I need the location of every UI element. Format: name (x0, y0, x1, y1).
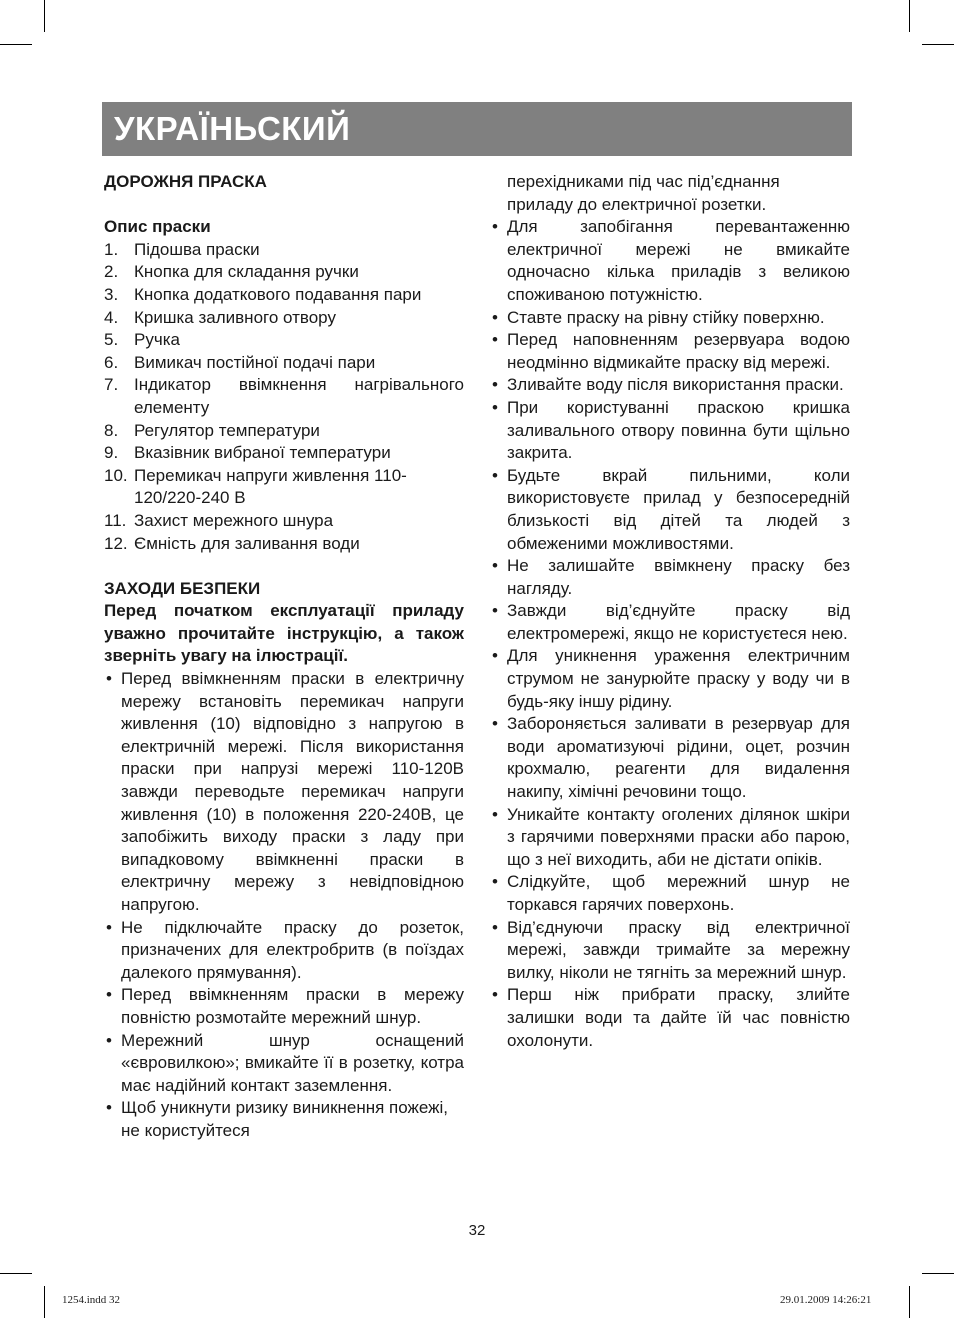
banner-title: УКРАЇНЬСКИЙ (114, 110, 351, 147)
continued-text: перехідниками під час під’єднання приладу до електричної розетки. (507, 172, 780, 214)
list-item: 3. Кнопка додаткового подавання пари (104, 284, 422, 304)
list-item: 2. Кнопка для складання ручки (104, 262, 359, 282)
crop-mark (922, 1273, 954, 1274)
list-item: • Уникайте контакту оголених ділянок шкіри з гарячими поверхнями праски або парою, що з неї виходить, аби не дістати опіків. (492, 804, 850, 869)
safety-list-left (104, 668, 464, 1142)
right-column (490, 171, 850, 1052)
left-column (104, 171, 464, 1143)
crop-mark (0, 1273, 32, 1274)
list-item: • Завжди від’єднуйте праску від електромережі, якщо не користуєтеся нею. (492, 601, 850, 643)
safety-list-right (490, 216, 850, 1052)
list-item: 1. Підошва праски (104, 239, 260, 259)
list-item: 11. Захист мережного шнура (104, 510, 334, 530)
page-number: 32 (468, 1222, 486, 1239)
list-item: 4. Кришка заливного отвору (104, 307, 336, 327)
crop-mark (44, 1286, 45, 1318)
crop-mark (44, 0, 45, 32)
list-item: • Для запобігання перевантаженню електричної мережі не вмикайте одночасно кілька приладів з великою споживаною потужністю. (492, 217, 850, 304)
list-item: • Мережний шнур оснащений «євровилкою»; вмикайте її в розетку, котра має надійний контакт заземлення. (106, 1030, 464, 1095)
list-item: • Будьте вкрай пильними, коли використовуєте прилад у безпосередній близькості від дітей та людей з обмеженими можливостями. (492, 465, 850, 553)
list-item: • Щоб уникнути ризику виникнення пожежі, не користуйтеся (106, 1098, 449, 1140)
list-item: 8. Регулятор температури (104, 420, 320, 440)
list-item: 10. Перемикач напруги живлення 110-120/220-240 В (104, 465, 407, 508)
list-item: • Перед ввімкненням праски в електричну мережу встановіть перемикач напруги живлення (10) відповідно з напругою в електричній мережі. Після використання праски при напрузі мережі 110-120В завжди переводьте перемикач напруги живлення (10) в положення 220-240В, це запобіжить виходу праски з ладу при випадковому ввімкненні праски в електричну мережу з невідповідною напругою. (106, 669, 464, 914)
safety-heading: ЗАХОДИ БЕЗПЕКИ (104, 578, 261, 598)
list-item: • Не підключайте праску до розеток, призначених для електробритв (в поїздах далекого прямування). (106, 917, 464, 982)
section-heading-travel-iron: ДОРОЖНЯ ПРАСКА (104, 172, 267, 191)
crop-mark (909, 0, 910, 32)
crop-mark (909, 1286, 910, 1318)
list-item: 12. Ємність для заливання води (104, 533, 360, 553)
file-slug: 1254.indd 32 (62, 1294, 121, 1306)
list-item: 5. Ручка (104, 330, 180, 350)
list-item: 7. Індикатор ввімкнення нагрівального елементу (104, 375, 464, 417)
language-banner (102, 102, 852, 156)
list-item: • Перед ввімкненням праски в мережу повністю розмотайте мережний шнур. (106, 985, 464, 1027)
list-item: • Для уникнення ураження електричним струмом не занурюйте праску у воду чи в будь-яку іншу рідину. (492, 646, 850, 711)
list-item: • Не залишайте ввімкнену праску без нагляду. (492, 556, 850, 598)
list-item: • При користуванні праскою кришка заливального отвору повинна бути щільно закрита. (492, 397, 850, 463)
list-item: • Забороняється заливати в резервуар для води ароматизуючі рідини, оцет, розчин крохмалю, реагенти для видалення накипу, хімічні речовини тощо. (492, 714, 850, 802)
list-item: 9. Вказівник вибраної температури (104, 443, 391, 463)
safety-intro: Перед початком експлуатації приладу уважно прочитайте інструкцію, а також зверніть увагу на ілюстрації. (104, 601, 464, 666)
list-item: • Від’єднуючи праску від електричної мережі, завжди тримайте за мережну вилку, ніколи не тягніть за мережний шнур. (492, 917, 850, 982)
list-item: • Слідкуйте, щоб мережний шнур не торкався гарячих поверхонь. (492, 872, 850, 914)
parts-list (104, 239, 464, 555)
list-item: 6. Вимикач постійної подачі пари (104, 352, 376, 372)
list-item: • Ставте праску на рівну стійку поверхню. (492, 307, 825, 327)
list-item: • Зливайте воду після використання праски. (492, 375, 844, 395)
list-item: • Перш ніж прибрати праску, злийте залишки води та дайте їй час повністю охолонути. (492, 985, 850, 1050)
crop-mark (922, 44, 954, 45)
crop-mark (0, 44, 32, 45)
timestamp-slug: 29.01.2009 14:26:21 (780, 1294, 872, 1306)
description-heading: Опис праски (104, 217, 211, 237)
list-item: • Перед наповненням резервуара водою неодмінно відмикайте праску від мережі. (492, 330, 850, 372)
